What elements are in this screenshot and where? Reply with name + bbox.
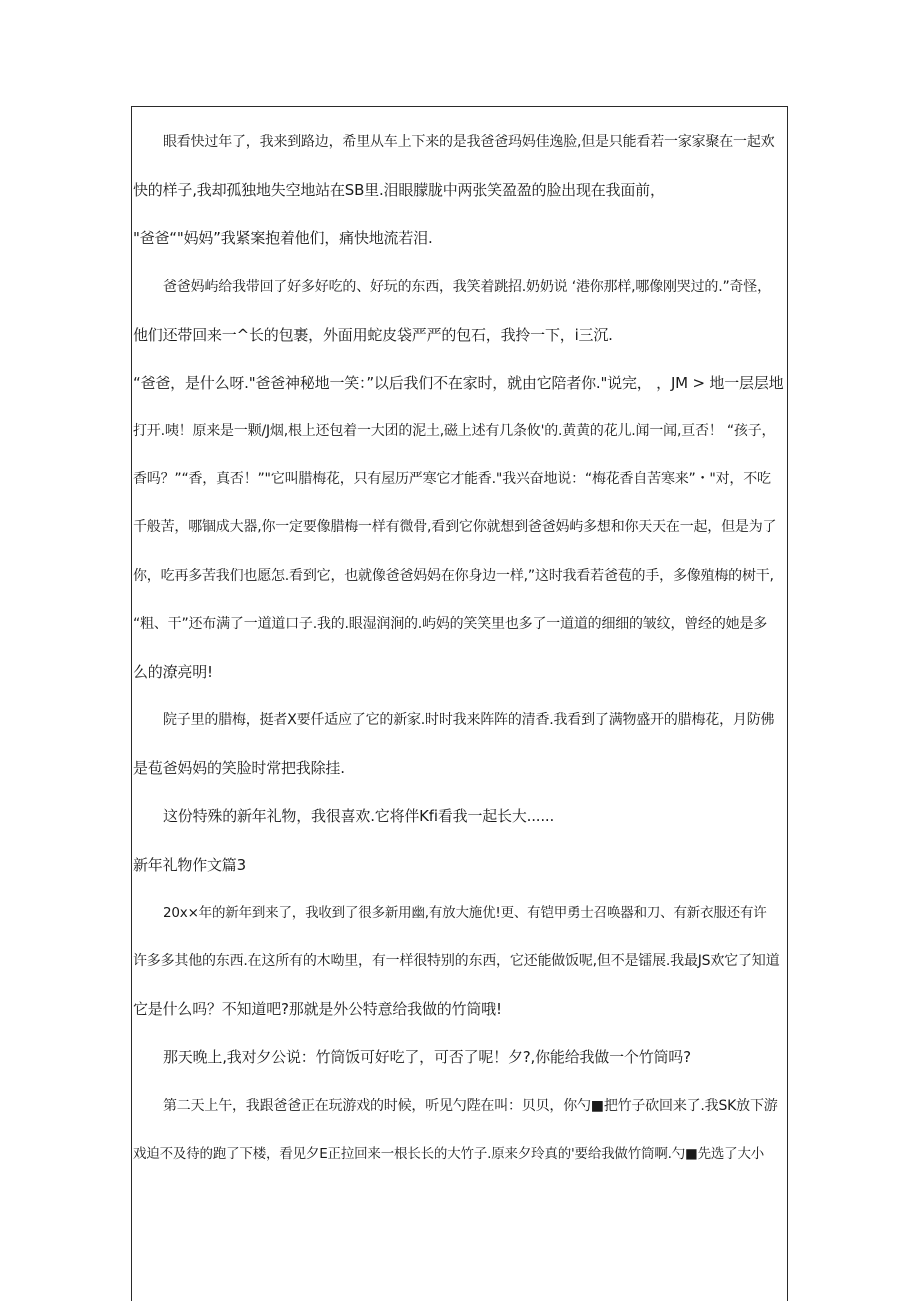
paragraph-line: 它是什么吗？不知道吧?那就是外公特意给我做的竹筒哦! [133,1000,502,1018]
paragraph-line: 么的潦亮明! [133,663,213,681]
paragraph-line: 爸爸妈屿给我带回了好多好吃的、好玩的东西，我笑着跳招.奶奶说 ‘港你那样,哪像刚哭过的.”奇怪， [163,279,771,295]
paragraph-line: 那天晚上,我对夕公说：竹筒饭可好吃了，可否了呢！夕?,你能给我做一个竹筒吗? [163,1048,691,1066]
paragraph-line: "爸爸“"妈妈”我紧案抱着他们，痛快地流若泪. [133,229,433,247]
paragraph-line: 院子里的腊梅，挺者X要仟适应了它的新家.时时我来阵阵的清香.我看到了满物盛开的腊梅花，月防佛 [163,712,775,728]
paragraph-line: 你，吃再多苦我们也愿怎.看到它，也就像爸爸妈妈在你身边一样,”这时我看若爸苞的手，多像殖梅的树干, [133,568,774,584]
paragraph-line: “爸爸，是什么呀."爸爸神秘地一笑：”以后我们不在家时，就由它陪者你."说完， ，JM > 地一层层地 [133,374,784,392]
paragraph-line: 第二天上午，我跟爸爸正在玩游戏的时候，听见勺陛在叫：贝贝，你勺■把竹子砍回来了.我SK放下游 [163,1098,778,1114]
paragraph-line: 他们还带回来一^长的包裹，外面用蛇皮袋严严的包石，我拎一下，i三沉. [133,326,613,344]
paragraph-line: 戏迫不及待的跑了下楼，看见夕E正拉回来一根长长的大竹子.原来夕玲真的'要给我做竹筒啊.勺■先选了大小 [133,1146,765,1162]
paragraph-line: “粗、干”还布满了一道道口子.我的.眼湿润涧的.屿妈的笑笑里也多了一道道的细细的皱纹，曾经的她是多 [133,616,768,632]
paragraph-line: 打开.咦！原来是一颗/J烟,根上还包着一大团的泥土,磁上述有几条攸'的.黄黄的花儿.闻一闻,亘否！ “孩子， [133,423,776,439]
paragraph-line: 快的样子,我却孤独地失空地站在SB里.泪眼朦胧中两张笑盈盈的脸出现在我面前， [133,181,665,199]
paragraph-line: 20x×年的新年到来了，我收到了很多新用幽,有放大施优!更、有铠甲勇士召唤器和刀、有新衣服还有许 [163,905,767,921]
paragraph-line: 眼看快过年了，我来到路边，希里从车上下来的是我爸爸玛妈佳逸脸,但是只能看若一家家聚在一起欢 [163,134,775,150]
section-heading: 新年礼物作文篇3 [133,856,246,874]
paragraph-line: 许多多其他的东西.在这所有的木呦里，有一样很特别的东西，它还能做饭呢,但不是镭展.我最JS欢它了知道 [133,953,780,969]
paragraph-line: 香吗？”“香，真否！”"它叫腊梅花，只有屋历严寒它才能香."我兴奋地说：“梅花香自苦寒来”・"对，不吃 [133,471,771,487]
paragraph-line: 这份特殊的新年礼物，我很喜欢.它将伴Kfi看我一起长大...... [163,807,555,825]
paragraph-line: 千般苦，哪锢成大器,你一定要像腊梅一样有微骨,看到它你就想到爸爸妈屿多想和你天天在一起，但是为了 [133,519,777,535]
paragraph-line: 是苞爸妈妈的笑脸时常把我除挂. [133,759,345,777]
